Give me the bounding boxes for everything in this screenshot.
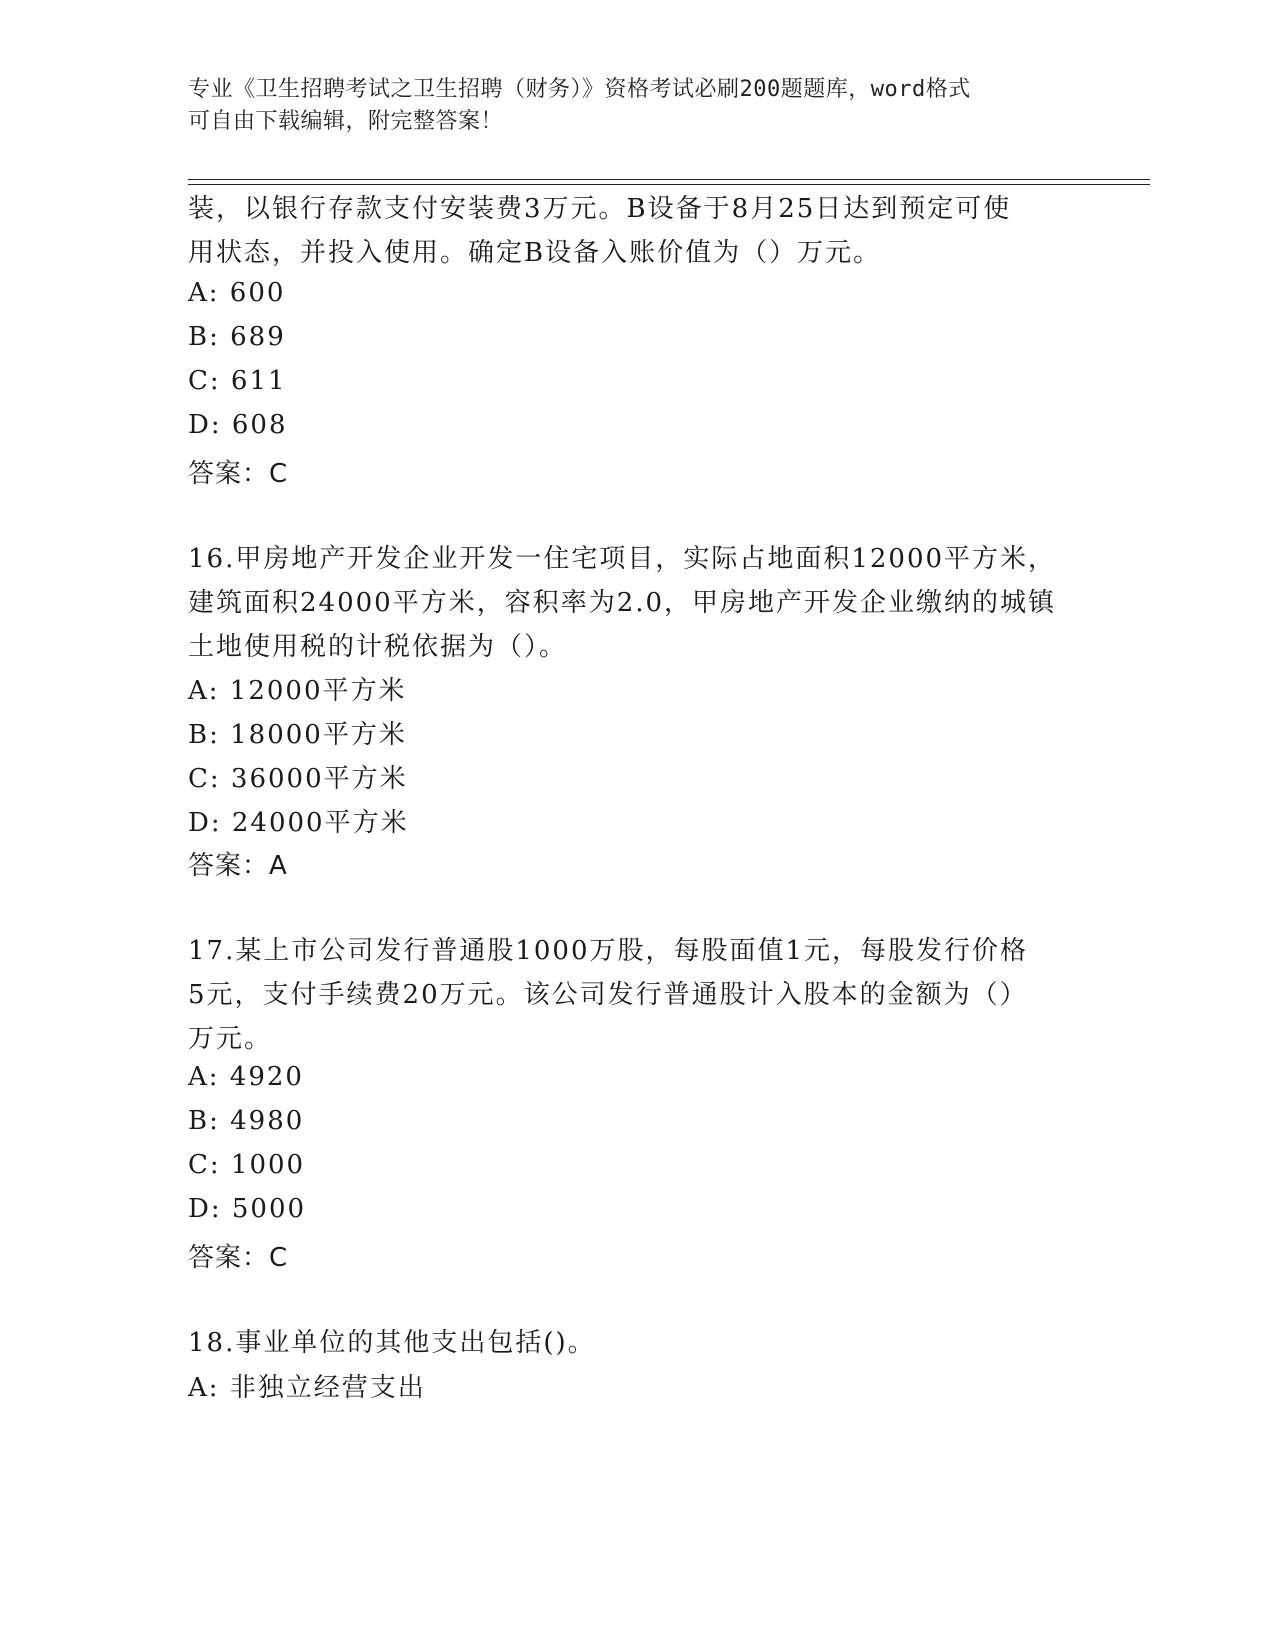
header-title-line-2: 可自由下载编辑，附完整答案！ (188, 109, 504, 134)
q17-option-a: A: 4920 (188, 1062, 304, 1092)
q18-stem-line-1: 18.事业单位的其他支出包括()。 (188, 1328, 596, 1358)
q18-option-a: A: 非独立经营支出 (188, 1373, 426, 1403)
q16-option-b: B: 18000平方米 (188, 720, 407, 750)
header-title-line-1: 专业《卫生招聘考试之卫生招聘（财务）》资格考试必刷200题题库，word格式 (188, 77, 971, 102)
q17-option-b: B: 4980 (188, 1106, 305, 1136)
q17-stem-line-3: 万元。 (188, 1024, 273, 1054)
q16-stem-line-1: 16.甲房地产开发企业开发一住宅项目，实际占地面积12000平方米， (188, 544, 1057, 574)
q16-option-d: D: 24000平方米 (188, 808, 409, 838)
q17-stem-line-1: 17.某上市公司发行普通股1000万股，每股面值1元，每股发行价格 (188, 936, 1029, 966)
q16-option-a: A: 12000平方米 (188, 676, 407, 706)
q17-answer: 答案：C (188, 1243, 289, 1273)
q17-option-d: D: 5000 (188, 1194, 307, 1224)
q15-stem-line-1: 装，以银行存款支付安装费3万元。B设备于8月25日达到预定可使 (188, 194, 1012, 224)
q15-stem-line-2: 用状态，并投入使用。确定B设备入账价值为（）万元。 (188, 238, 882, 268)
q17-option-c: C: 1000 (188, 1150, 306, 1180)
q16-answer: 答案：A (188, 851, 288, 881)
q15-option-a: A: 600 (188, 278, 286, 308)
q16-stem-line-2: 建筑面积24000平方米，容积率为2.0，甲房地产开发企业缴纳的城镇 (188, 588, 1057, 618)
q15-option-c: C: 611 (188, 366, 287, 396)
q17-stem-line-2: 5元，支付手续费20万元。该公司发行普通股计入股本的金额为（） (188, 980, 1028, 1010)
q16-option-c: C: 36000平方米 (188, 764, 408, 794)
q15-answer: 答案：C (188, 459, 289, 489)
document-header (188, 74, 1088, 138)
header-divider-top (188, 179, 1150, 180)
q15-option-b: B: 689 (188, 322, 286, 352)
header-divider-bottom (188, 184, 1150, 185)
q16-stem-line-3: 土地使用税的计税依据为（）。 (188, 632, 568, 662)
q15-option-d: D: 608 (188, 410, 288, 440)
